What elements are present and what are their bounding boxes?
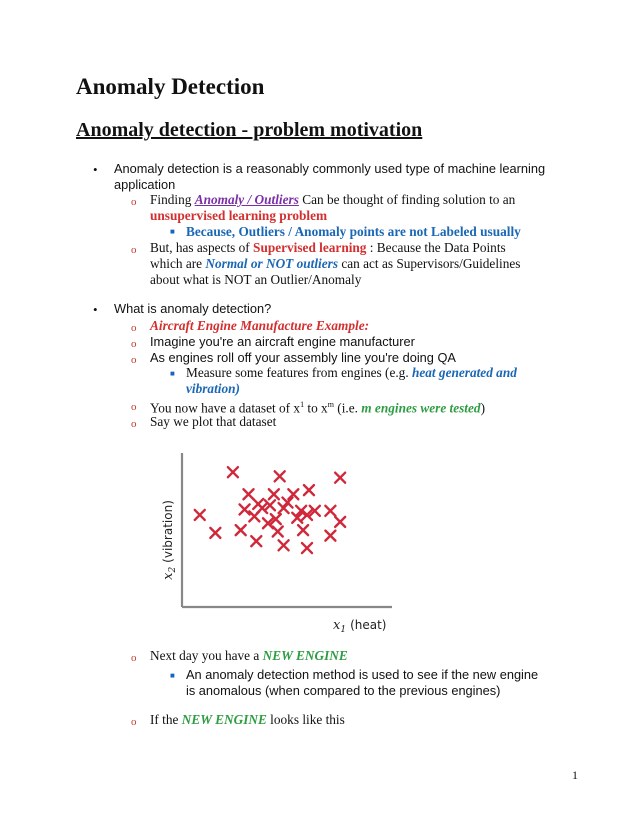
data-point-10 [240, 504, 250, 514]
intro-line-1: Anomaly detection is a reasonably commonly used type of machine learning [114, 161, 546, 176]
data-point-24 [236, 525, 246, 535]
but-suffix: : Because the Data Points [366, 240, 506, 255]
measure-prefix: Measure some features from engines (e.g. [186, 365, 412, 380]
measure-line [186, 365, 517, 381]
page-number: 1 [572, 768, 578, 782]
bullet-circle: o [131, 401, 137, 413]
data-point-29 [279, 540, 289, 550]
dataset-end: ) [480, 400, 485, 416]
bullet-circle: o [131, 652, 137, 664]
scatter-chart [150, 445, 400, 640]
finding-line [150, 192, 515, 208]
chart-points [195, 467, 345, 553]
which-prefix: which are [150, 256, 206, 271]
bullet-circle: o [131, 322, 137, 334]
about-line: about what is NOT an Outlier/Anomaly [150, 272, 362, 287]
which-suffix: can act as Supervisors/Guidelines [338, 256, 521, 271]
data-point-25 [273, 527, 283, 537]
intro-line-2: application [114, 177, 176, 192]
data-point-15 [325, 506, 335, 516]
bullet-dot: • [93, 162, 98, 177]
anomaly-method-line-2: is anomalous (when compared to the previous engines) [186, 683, 501, 698]
finding-suffix: Can be thought of finding solution to an [298, 192, 516, 207]
bullet-square: ■ [170, 227, 175, 236]
data-point-4 [244, 489, 254, 499]
supervised-term: Supervised learning [253, 240, 367, 255]
bullet-circle: o [131, 244, 137, 256]
data-point-3 [304, 485, 314, 495]
bullet-circle: o [131, 418, 137, 430]
anomaly-method-line-1: An anomaly detection method is used to see if the new engine [186, 667, 539, 682]
dataset-sup-1: 1 [300, 400, 305, 409]
imagine-line: Imagine you're an aircraft engine manufacturer [150, 334, 415, 349]
data-point-23 [210, 528, 220, 538]
bullet-square: ■ [170, 369, 175, 378]
which-line [150, 256, 520, 272]
bullet-dot: • [93, 302, 98, 317]
data-point-1 [275, 471, 285, 481]
data-point-17 [249, 511, 259, 521]
question-line: What is anomaly detection? [114, 301, 272, 316]
plot-line: Say we plot that dataset [150, 414, 277, 429]
data-point-22 [335, 517, 345, 527]
finding-term: Anomaly / Outliers [194, 192, 299, 207]
normal-term: Normal or NOT outliers [205, 256, 339, 271]
but-prefix: But, has aspects of [150, 240, 254, 255]
data-point-26 [298, 525, 308, 535]
data-point-27 [325, 531, 335, 541]
example-heading: Aircraft Engine Manufacture Example: [150, 318, 370, 333]
data-point-16 [195, 510, 205, 520]
data-point-30 [302, 543, 312, 553]
data-point-0 [228, 467, 238, 477]
bullet-circle: o [131, 196, 137, 208]
if-new-engine-line [150, 712, 345, 728]
supervised-line [150, 240, 506, 256]
bullet-circle: o [131, 338, 137, 350]
data-point-28 [251, 536, 261, 546]
x-axis-label: $x_1$ (heat) [333, 618, 387, 635]
data-point-5 [269, 489, 279, 499]
data-point-12 [279, 503, 289, 513]
page-title: Anomaly Detection [76, 74, 265, 99]
dataset-sup-m: m [327, 400, 334, 409]
dataset-term: m engines were tested [361, 400, 481, 416]
bullet-square: ■ [170, 671, 175, 680]
dataset-mid: to x [304, 400, 328, 416]
section-heading: Anomaly detection - problem motivation [76, 119, 423, 141]
measure-term-2: vibration) [186, 381, 240, 396]
measure-term: heat generated and [411, 365, 517, 380]
if-suffix: looks like this [266, 712, 345, 727]
dataset-paren: (i.e. [333, 400, 362, 416]
if-prefix: If the [150, 712, 182, 727]
unsupervised-line: unsupervised learning problem [150, 208, 328, 223]
because-line: Because, Outliers / Anomaly points are not Labeled usually [186, 224, 521, 239]
bullet-circle: o [131, 716, 137, 728]
next-prefix: Next day you have a [150, 648, 263, 663]
new-engine-term-2: NEW ENGINE [181, 712, 267, 727]
next-day-line [150, 648, 348, 664]
dataset-prefix: You now have a dataset of x [150, 400, 301, 416]
engines-line: As engines roll off your assembly line you're doing QA [150, 350, 456, 365]
y-axis-label: $x_2(vibration)$ [161, 500, 178, 580]
data-point-2 [335, 473, 345, 483]
finding-prefix: Finding [150, 192, 195, 207]
bullet-circle: o [131, 354, 137, 366]
new-engine-term: NEW ENGINE [262, 648, 348, 663]
